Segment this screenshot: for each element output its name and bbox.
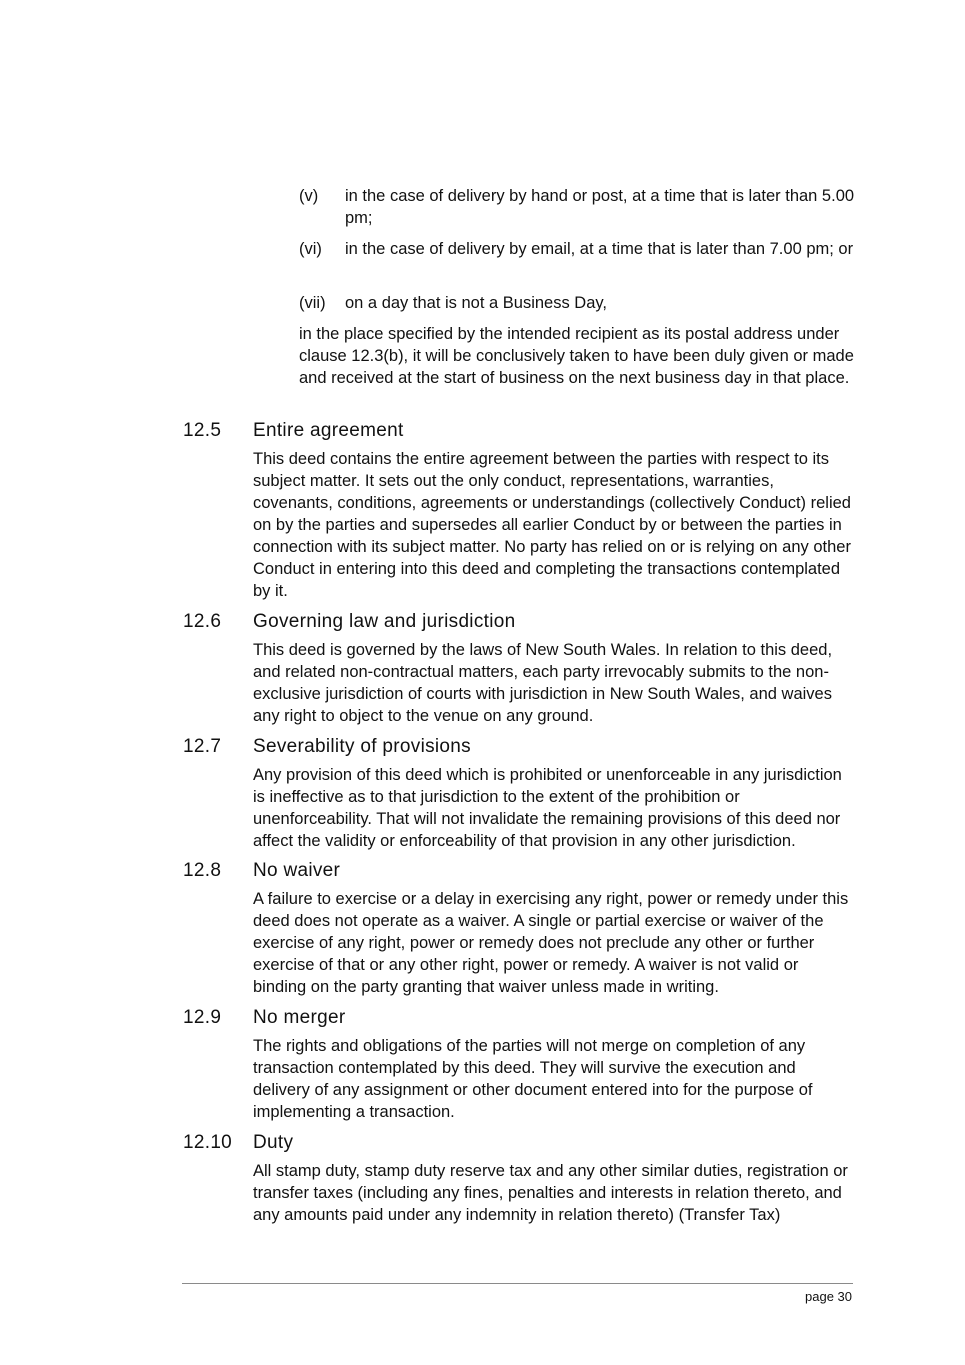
continuation-paragraph: in the place specified by the intended recipient as its postal address under clause 12.3(b), it will be conclusively taken to have been duly given or made and received at the start of business on the next business day in that place. — [299, 325, 854, 387]
list-item — [299, 292, 859, 314]
section-12-7 — [183, 734, 863, 852]
footer-divider — [182, 1283, 853, 1284]
section-heading — [183, 1130, 863, 1156]
section-12-9 — [183, 1005, 863, 1123]
list-item-text: on a day that is not a Business Day, — [345, 294, 608, 312]
section-12-8 — [183, 858, 863, 998]
section-heading — [183, 418, 863, 444]
section-heading — [183, 858, 863, 884]
section-number: 12.7 — [183, 736, 222, 757]
section-number: 12.8 — [183, 860, 222, 881]
section-heading — [183, 734, 863, 760]
section-body: Any provision of this deed which is prohibited or unenforceable in any jurisdiction is ineffective as to that jurisdiction to the extent of the prohibition or unenforceability. That will not invalidate the remaining provisions of this deed nor affect the validity or enforceability of that provision in any other jurisdiction. — [253, 766, 842, 850]
section-body: This deed is governed by the laws of New South Wales. In relation to this deed, and related non-contractual matters, each party irrevocably submits to the non-exclusive jurisdiction of courts with jurisdiction in New South Wales, and waives any right to object to the venue on any ground. — [253, 641, 833, 725]
section-heading — [183, 609, 863, 635]
section-12-5 — [183, 418, 863, 602]
list-item-text: in the case of delivery by email, at a time that is later than 7.00 pm; or — [345, 240, 854, 258]
section-12-6 — [183, 609, 863, 727]
section-title: No waiver — [253, 860, 341, 881]
list-item — [299, 238, 859, 260]
section-number: 12.5 — [183, 420, 222, 441]
section-number: 12.6 — [183, 611, 222, 632]
section-12-10 — [183, 1130, 863, 1226]
section-title: Severability of provisions — [253, 736, 471, 757]
list-item-text: in the case of delivery by hand or post, at a time that is later than 5.00 pm; — [345, 187, 855, 227]
section-body: All stamp duty, stamp duty reserve tax and any other similar duties, registration or transfer taxes (including any fines, penalties and interests in relation thereto, and any amounts paid under any indemnity in relation thereto) (Transfer Tax) — [253, 1162, 848, 1224]
section-title: Duty — [253, 1132, 294, 1153]
section-title: No merger — [253, 1007, 346, 1028]
page-number: page 30 — [805, 1289, 852, 1304]
section-body: The rights and obligations of the parties will not merge on completion of any transaction contemplated by this deed. They will survive the execution and delivery of any assignment or other document entered into for the purpose of implementing a transaction. — [253, 1037, 813, 1121]
section-number: 12.10 — [183, 1132, 233, 1153]
list-item-number: (v) — [299, 187, 319, 205]
list-item-number: (vii) — [299, 294, 326, 312]
list-item — [299, 185, 859, 229]
section-title: Governing law and jurisdiction — [253, 611, 516, 632]
section-body: A failure to exercise or a delay in exercising any right, power or remedy under this deed does not operate as a waiver. A single or partial exercise or waiver of the exercise of any right, power or remedy does not preclude any other or further exercise of that or any other right, power or remedy. A waiver is not valid or binding on the party granting that waiver unless made in writing. — [253, 890, 849, 996]
section-body: This deed contains the entire agreement between the parties with respect to its subject matter. It sets out the only conduct, representations, warranties, covenants, conditions, agreements or understandings (collectively Conduct) relied on by the parties and supersedes all earlier Conduct by or between the parties in connection with its subject matter. No party has relied on or is relying on any other Conduct in entering into this deed and completing the transactions contemplated by it. — [253, 450, 851, 600]
section-heading — [183, 1005, 863, 1031]
section-number: 12.9 — [183, 1007, 222, 1028]
list-item-number: (vi) — [299, 240, 322, 258]
section-title: Entire agreement — [253, 420, 404, 441]
